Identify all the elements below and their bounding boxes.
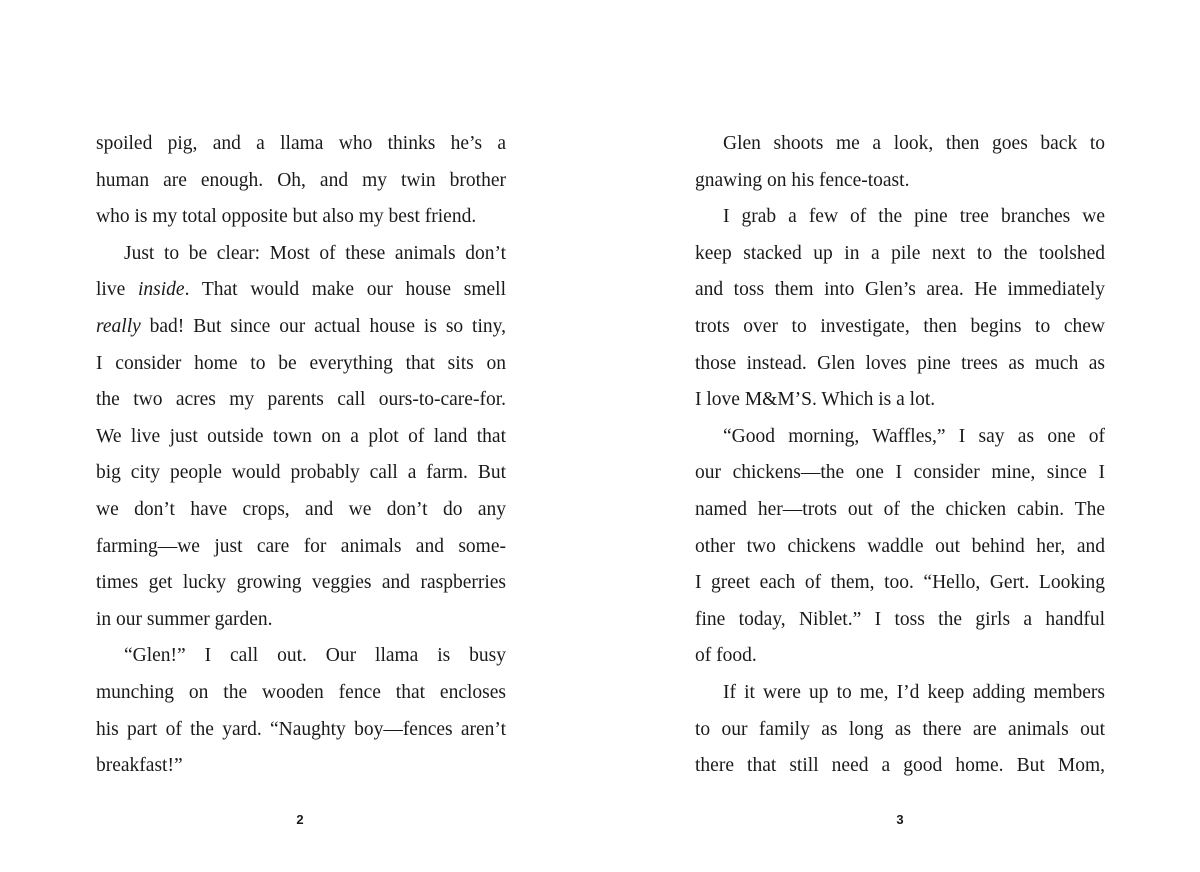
text-run: bad! But since our actual house is so tiny, [140,315,506,337]
text-line: those instead. Glen loves pine trees as much as [695,352,1105,374]
left-page-text [96,126,506,785]
text-line: keep stacked up in a pile next to the toolshed [695,242,1105,264]
text-line: Glen shoots me a look, then goes back to [723,133,1105,154]
text-line [96,272,506,309]
text-line: gnawing on his fence-toast. [695,169,910,191]
text-line: the two acres my parents call ours-to-care-for. [96,389,506,411]
page-number-right: 3 [896,812,904,827]
text-line: We live just outside town on a plot of land that [96,425,506,447]
text-line: our chickens—the one I consider mine, since I [695,462,1105,484]
text-line: If it were up to me, I’d keep adding members [723,681,1105,703]
text-line: who is my total opposite but also my best friend. [96,206,477,228]
text-line: times get lucky growing veggies and raspberries [96,572,506,594]
text-line: I consider home to be everything that sits on [96,352,506,374]
emphasis-text: inside [137,279,185,301]
text-line: fine today, Niblet.” I toss the girls a handful [695,608,1105,630]
text-line: named her—trots out of the chicken cabin. The [695,498,1105,520]
text-line: I love M&M’S. Which is a lot. [695,389,936,411]
text-line: spoiled pig, and a llama who thinks he’s a [96,133,506,154]
emphasis-text: really [96,315,141,337]
text-line: and toss them into Glen’s area. He immediately [695,279,1105,301]
text-line: his part of the yard. “Naughty boy—fences aren’t [96,718,506,740]
text-line: I greet each of them, too. “Hello, Gert. Looking [695,572,1105,594]
text-line: Just to be clear: Most of these animals don’t [124,242,506,264]
text-line: in our summer garden. [96,608,273,630]
text-line: there that still need a good home. But Mom, [695,755,1105,777]
text-run: live [96,279,138,301]
text-line: “Glen!” I call out. Our llama is busy [124,645,506,667]
text-line: big city people would probably call a farm. But [96,462,506,484]
text-line: munching on the wooden fence that encloses [96,681,506,703]
text-line: to our family as long as there are animals out [695,718,1105,740]
right-page-text [695,126,1105,785]
text-line: trots over to investigate, then begins to chew [695,315,1105,337]
text-line: of food. [695,645,757,667]
text-line: farming—we just care for animals and some- [96,535,506,557]
text-line: I grab a few of the pine tree branches we [723,206,1105,228]
text-line: “Good morning, Waffles,” I say as one of [723,425,1105,447]
text-line: we don’t have crops, and we don’t do any [96,498,506,520]
text-line: other two chickens waddle out behind her, and [695,535,1105,557]
text-line [96,309,506,346]
text-line: breakfast!” [96,755,183,777]
text-line: human are enough. Oh, and my twin brother [96,169,506,191]
page-number-left: 2 [296,812,304,827]
text-run: . That would make our house smell [184,279,506,301]
